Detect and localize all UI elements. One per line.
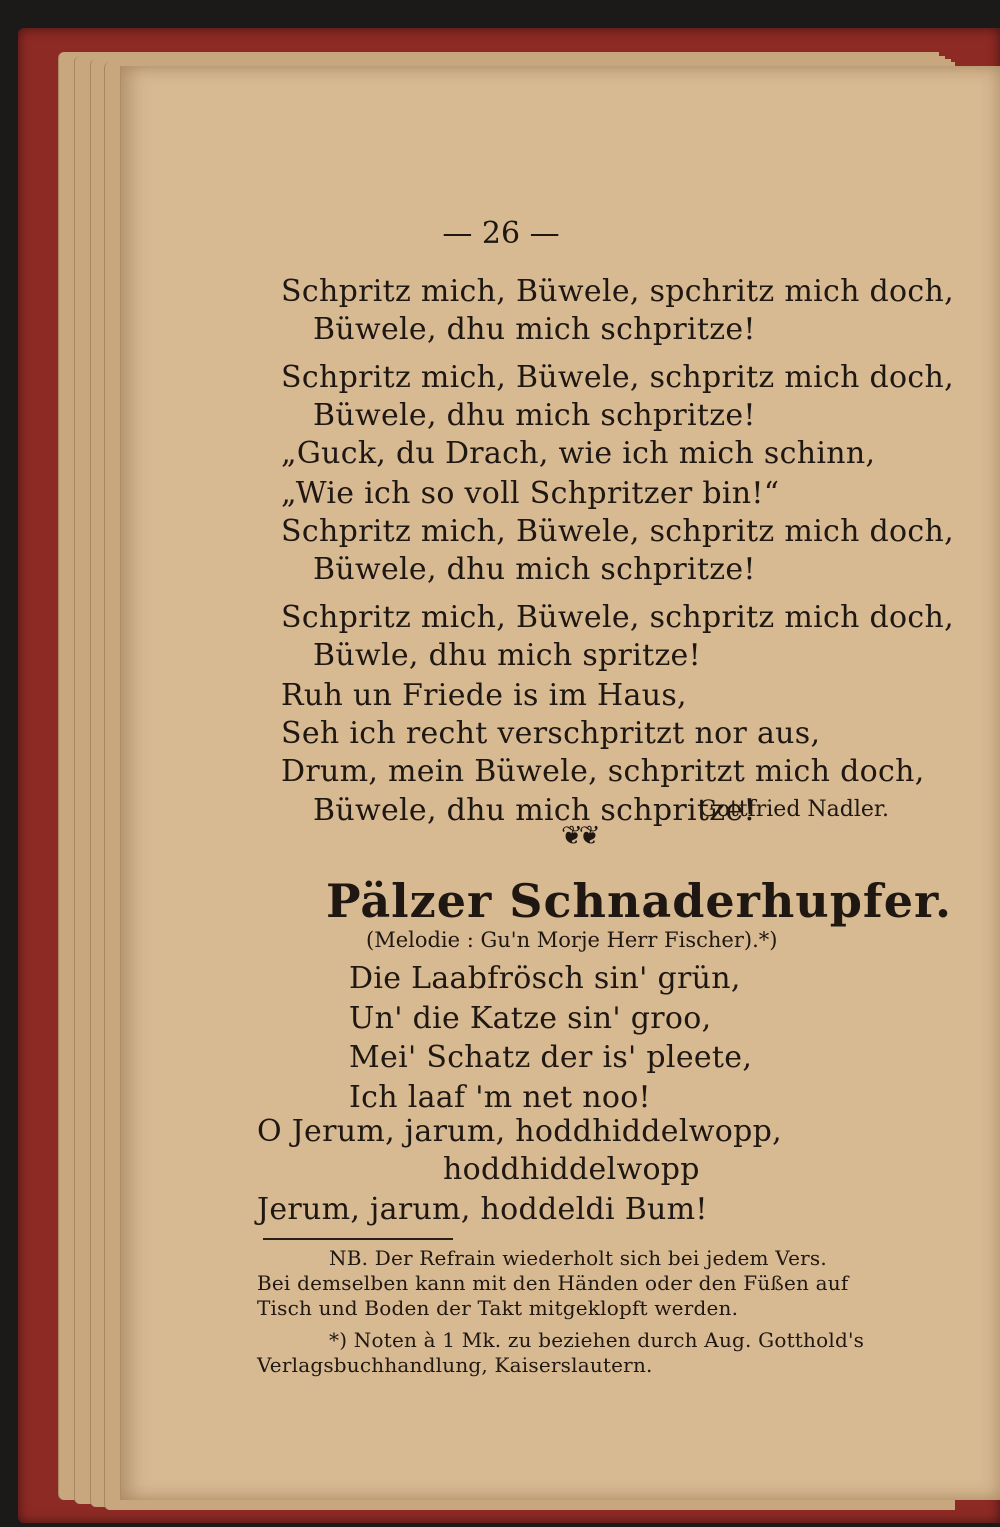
verse-line: Schpritz mich, Büwele, schpritz mich doch, (281, 514, 954, 549)
song-line: Un' die Katze sin' groo, (349, 1001, 712, 1036)
verse-line: Büwele, dhu mich schpritze! (313, 312, 756, 347)
melody-note: (Melodie : Gu'n Morje Herr Fischer).*) (366, 928, 778, 952)
song-line: Jerum, jarum, hoddeldi Bum! (257, 1192, 708, 1227)
footnote-rule (263, 1238, 453, 1240)
footnote-line: Verlagsbuchhandlung, Kaiserslautern. (257, 1353, 653, 1377)
footnote-line: NB. Der Refrain wiederholt sich bei jedem Vers. (329, 1246, 827, 1270)
verse-line: Schpritz mich, Büwele, schpritz mich doch, (281, 360, 954, 395)
footnote-line: Tisch und Boden der Takt mitgeklopft werden. (257, 1296, 739, 1320)
song-line: hoddhiddelwopp (443, 1152, 700, 1187)
ornament-icon: ❦❦ (561, 821, 597, 851)
book-page (120, 66, 1000, 1500)
verse-line: Büwele, dhu mich schpritze! (313, 552, 756, 587)
footnote-line: Bei demselben kann mit den Händen oder den Füßen auf (257, 1271, 849, 1295)
verse-line: Seh ich recht verschpritzt nor aus, (281, 716, 821, 751)
verse-line: Büwele, dhu mich schpritze! (313, 793, 756, 828)
verse-line: Schpritz mich, Büwele, schpritz mich doch, (281, 600, 954, 635)
verse-line: Schpritz mich, Büwele, spchritz mich doch, (281, 274, 954, 309)
verse-line: Büwle, dhu mich spritze! (313, 638, 701, 673)
song-title: Pälzer Schnaderhupfer. (326, 874, 952, 928)
verse-line: Ruh un Friede is im Haus, (281, 678, 687, 713)
verse-line: „Wie ich so voll Schpritzer bin!“ (281, 476, 780, 511)
song-line: Mei' Schatz der is' pleete, (349, 1040, 753, 1075)
footnote-line: *) Noten à 1 Mk. zu beziehen durch Aug. Gotthold's (329, 1328, 865, 1352)
song-line: O Jerum, jarum, hoddhiddelwopp, (257, 1114, 782, 1149)
song-line: Ich laaf 'm net noo! (349, 1080, 651, 1115)
verse-line: Büwele, dhu mich schpritze! (313, 398, 756, 433)
verse-line: „Guck, du Drach, wie ich mich schinn, (281, 436, 876, 471)
song-line: Die Laabfrösch sin' grün, (349, 961, 741, 996)
verse-line: Drum, mein Büwele, schpritzt mich doch, (281, 754, 925, 789)
page-number: — 26 — (442, 216, 560, 251)
author-signature: Gottfried Nadler. (699, 797, 889, 822)
